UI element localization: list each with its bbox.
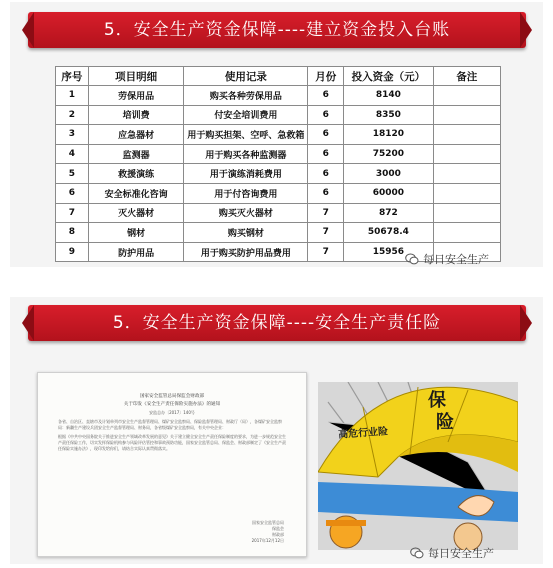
cell-month: 6 <box>308 164 344 184</box>
table-row <box>56 105 501 125</box>
cell-remark <box>433 203 500 223</box>
cell-usage: 用于演练消耗费用 <box>184 164 308 184</box>
col-header-month: 月份 <box>308 67 344 86</box>
doc-paragraph: 根据《中共中央国务院关于推进安全生产领域改革发展的意见》关于建立健全安全生产责任保险制度的要求，为进一步规范安全生产责任保险工作，切实发挥保险机构参与风险评估管控和事故预防功能，国家安全监管总局、保监会、财政部制定了《安全生产责任保险实施办法》，现印发给你们，请结合实际认真贯彻落实。 <box>58 434 286 451</box>
cell-no: 7 <box>56 203 89 223</box>
cell-amount: 3000 <box>344 164 433 184</box>
cell-item: 救援演练 <box>88 164 184 184</box>
cell-remark <box>433 86 500 106</box>
table-row <box>56 203 501 223</box>
wechat-icon <box>405 252 419 266</box>
cell-month: 6 <box>308 144 344 164</box>
cell-item: 灭火器材 <box>88 203 184 223</box>
cell-no: 4 <box>56 144 89 164</box>
cell-no: 6 <box>56 183 89 203</box>
col-header-remark: 备注 <box>433 67 500 86</box>
cell-item: 应急器材 <box>88 125 184 145</box>
wechat-watermark <box>410 545 494 561</box>
cell-remark <box>433 144 500 164</box>
cell-amount: 60000 <box>344 183 433 203</box>
cell-item: 安全标准化咨询 <box>88 183 184 203</box>
table-row <box>56 164 501 184</box>
cell-no: 1 <box>56 86 89 106</box>
doc-header-title: 关于印发《安全生产责任保险实施办法》的通知 <box>123 402 221 407</box>
cell-amount: 8350 <box>344 105 433 125</box>
cell-amount: 75200 <box>344 144 433 164</box>
doc-signature <box>252 520 284 544</box>
table-row <box>56 86 501 106</box>
insurance-cartoon-image <box>318 382 518 550</box>
cell-amount: 8140 <box>344 86 433 106</box>
fund-ledger-table <box>55 66 501 262</box>
cell-month: 6 <box>308 125 344 145</box>
cell-item: 钢材 <box>88 223 184 243</box>
col-header-no: 序号 <box>56 67 89 86</box>
cell-month: 7 <box>308 223 344 243</box>
table-row <box>56 125 501 145</box>
wechat-watermark <box>405 251 489 267</box>
cell-month: 7 <box>308 203 344 223</box>
table-row <box>56 144 501 164</box>
cell-item: 监测器 <box>88 144 184 164</box>
cell-amount: 872 <box>344 203 433 223</box>
doc-number: 安监总办〔2017〕140号 <box>149 410 195 415</box>
cell-usage: 购买钢材 <box>184 223 308 243</box>
cell-remark <box>433 105 500 125</box>
cell-no: 9 <box>56 242 89 262</box>
cell-month: 6 <box>308 105 344 125</box>
cell-usage: 用于购买担架、空呼、急救箱 <box>184 125 308 145</box>
col-header-item: 项目明细 <box>88 67 184 86</box>
watermark-text: 每日安全生产 <box>423 253 489 266</box>
cell-no: 5 <box>56 164 89 184</box>
wechat-icon <box>410 546 424 560</box>
cell-usage: 付安全培训费用 <box>184 105 308 125</box>
cell-amount: 15956 <box>344 242 433 262</box>
table-row <box>56 183 501 203</box>
cell-item: 培训费 <box>88 105 184 125</box>
watermark-text: 每日安全生产 <box>428 547 494 560</box>
table-row <box>56 223 501 243</box>
cartoon-caption: 高危行业险 <box>337 426 389 441</box>
cell-amount: 18120 <box>344 125 433 145</box>
doc-sign-agency: 财政部 <box>272 532 284 537</box>
cell-usage: 用于付咨询费用 <box>184 183 308 203</box>
cell-remark <box>433 223 500 243</box>
cell-remark <box>433 125 500 145</box>
cell-item: 劳保用品 <box>88 86 184 106</box>
col-header-usage: 使用记录 <box>184 67 308 86</box>
section2-title: 5．安全生产资金保障----安全生产责任险 <box>28 305 526 341</box>
cell-usage: 购买各种劳保用品 <box>184 86 308 106</box>
col-header-amount: 投入资金（元） <box>344 67 433 86</box>
doc-date: 2017年12月12日 <box>251 538 284 543</box>
cell-usage: 购买灭火器材 <box>184 203 308 223</box>
umbrella-illustration <box>318 382 518 550</box>
cell-usage: 用于购买防护用品费用 <box>184 242 308 262</box>
cell-no: 3 <box>56 125 89 145</box>
cell-amount: 50678.4 <box>344 223 433 243</box>
umbrella-text-1: 保 <box>428 390 446 411</box>
cell-remark <box>433 183 500 203</box>
cell-usage: 用于购买各种监测器 <box>184 144 308 164</box>
cell-no: 2 <box>56 105 89 125</box>
doc-sign-agency: 保监会 <box>272 526 284 531</box>
notice-document-image <box>37 372 307 557</box>
cell-item: 防护用品 <box>88 242 184 262</box>
table-header-row <box>56 67 501 86</box>
cell-month: 6 <box>308 183 344 203</box>
cell-month: 7 <box>308 242 344 262</box>
doc-sign-agency: 国家安全监管总局 <box>252 520 284 525</box>
doc-header-agencies: 国家安全监管总局保监会财政部 <box>139 394 205 399</box>
section1-title: 5．安全生产资金保障----建立资金投入台账 <box>28 12 526 48</box>
umbrella-text-2: 险 <box>436 412 454 433</box>
doc-paragraph: 各省、自治区、直辖市及计划单列市安全生产监督管理局、煤矿安全监察局、保险监督管理局、财政厅（局），各煤矿安全监察局：新疆生产建设兵团安全生产监督管理局、财务局，各省级煤矿安全监察局，有关中央企业： <box>58 419 282 430</box>
cell-month: 6 <box>308 86 344 106</box>
cell-no: 8 <box>56 223 89 243</box>
cell-remark <box>433 164 500 184</box>
